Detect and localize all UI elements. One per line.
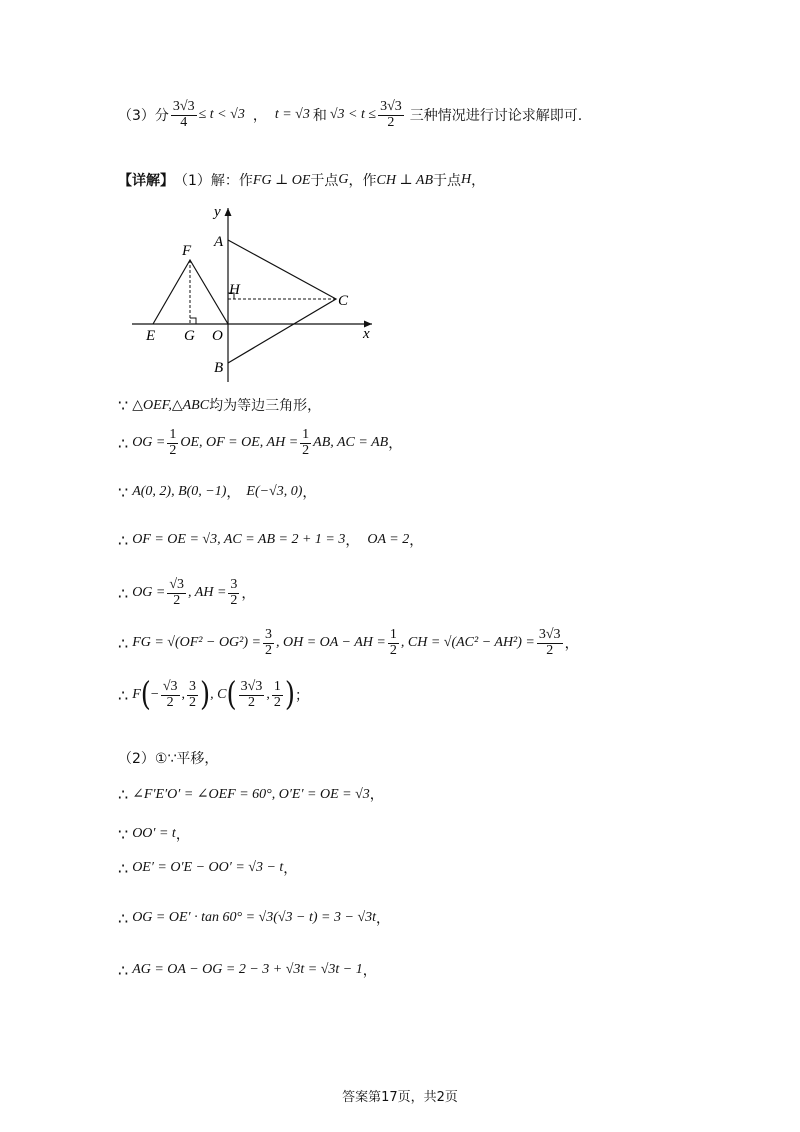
therefore-symbol: ∴ bbox=[118, 433, 129, 453]
solution-line-1 bbox=[118, 395, 321, 415]
expr: OA = 2 bbox=[367, 532, 410, 547]
fg-perp-oe: FG ⊥ OE bbox=[252, 172, 311, 188]
expr: , OH = OA − AH = bbox=[275, 635, 386, 651]
therefore-symbol: ∴ bbox=[118, 960, 129, 980]
therefore-symbol: ∴ bbox=[118, 908, 129, 928]
comma: , bbox=[181, 687, 185, 703]
frac-den: 2 bbox=[264, 642, 272, 658]
end-comma: ， bbox=[471, 173, 486, 189]
punct: ， bbox=[409, 533, 424, 549]
therefore-symbol: ∴ bbox=[118, 530, 129, 550]
detail-line bbox=[118, 170, 485, 190]
paren-close: ) bbox=[200, 676, 211, 714]
frac-den: 2 bbox=[387, 114, 395, 130]
expr: OO′ = t bbox=[132, 826, 176, 841]
paren-open: ( bbox=[226, 676, 237, 714]
comma: , bbox=[266, 687, 270, 703]
fraction-half bbox=[167, 428, 178, 458]
expr: AG = OA − OG = 2 − 3 + √3t = √3t − 1 bbox=[132, 962, 363, 977]
expr: E(−√3, 0) bbox=[246, 484, 303, 499]
label-x: x bbox=[363, 326, 370, 342]
punct: ， bbox=[388, 436, 403, 453]
because-symbol: ∵ bbox=[118, 824, 129, 844]
frac-den: 2 bbox=[546, 642, 554, 658]
solution-line-9 bbox=[118, 784, 384, 804]
expr: OG = bbox=[132, 585, 166, 601]
part3-tail: 三种情况进行讨论求解即可. bbox=[409, 108, 583, 125]
solution-line-11 bbox=[118, 858, 297, 878]
fraction-r3-over-2 bbox=[167, 578, 186, 608]
frac-den: 2 bbox=[273, 694, 281, 710]
fraction-3r3-over-4 bbox=[171, 100, 197, 130]
fraction-3-over-2 bbox=[263, 628, 274, 658]
solution-line-8 bbox=[118, 748, 218, 768]
frac-num: 1 bbox=[389, 627, 397, 642]
at-point: 于点 bbox=[310, 173, 339, 189]
paren-open: ( bbox=[140, 676, 151, 714]
comma-zuo: ，作 bbox=[348, 173, 377, 189]
frac-num: 3 bbox=[189, 679, 196, 694]
label-o: O bbox=[212, 328, 223, 344]
punct: ， bbox=[345, 533, 360, 549]
fraction-half bbox=[300, 428, 311, 458]
range-2: t = √3 bbox=[274, 107, 310, 123]
punct: ； bbox=[295, 688, 309, 705]
punct: ， bbox=[564, 636, 579, 653]
sep: ， bbox=[252, 108, 267, 125]
punct: ， bbox=[369, 787, 384, 803]
frac-num: 1 bbox=[169, 427, 177, 442]
punct: ， bbox=[362, 963, 377, 979]
part3-line bbox=[118, 100, 582, 130]
fraction-half bbox=[388, 628, 399, 658]
frac-den: 4 bbox=[180, 114, 188, 130]
frac-num: √3 bbox=[162, 679, 178, 694]
label-y: y bbox=[214, 204, 221, 220]
therefore-symbol: ∴ bbox=[118, 858, 129, 878]
y-axis-arrow bbox=[225, 208, 232, 216]
expr: OF = OE = √3, AC = AB = 2 + 1 = 3 bbox=[132, 532, 346, 547]
expr: FG = √(OF² − OG²) = bbox=[132, 635, 261, 651]
solution-line-4 bbox=[118, 530, 423, 550]
part2-intro: （2）①∵平移， bbox=[118, 751, 219, 767]
therefore-symbol: ∴ bbox=[118, 633, 129, 653]
fraction-3r3-over-2 bbox=[239, 680, 265, 710]
frac-num: √3 bbox=[169, 577, 185, 592]
fraction-r3-over-2 bbox=[161, 680, 180, 710]
punct: ， bbox=[283, 861, 298, 877]
frac-den: 2 bbox=[389, 642, 397, 658]
punct: ， bbox=[226, 485, 241, 501]
because-symbol: ∵ bbox=[118, 395, 129, 415]
therefore-symbol: ∴ bbox=[118, 784, 129, 804]
frac-num: 3√3 bbox=[240, 679, 263, 694]
expr: OE′ = O′E − OO′ = √3 − t bbox=[132, 860, 284, 875]
frac-den: 2 bbox=[248, 694, 255, 710]
label-g: G bbox=[184, 328, 195, 344]
expr: OG = bbox=[132, 435, 166, 451]
therefore-symbol: ∴ bbox=[118, 583, 129, 603]
equilateral-text: 均为等边三角形， bbox=[209, 398, 322, 414]
label-e: E bbox=[146, 328, 156, 344]
detail-tag: 【详解】 bbox=[118, 173, 174, 189]
frac-den: 2 bbox=[166, 694, 174, 710]
part3-prefix: （3）分 bbox=[118, 108, 169, 125]
expr: ∠F′E′O′ = ∠OEF = 60°, O′E′ = OE = √3 bbox=[132, 786, 370, 802]
point-h: H bbox=[461, 172, 472, 187]
frac-den: 2 bbox=[189, 694, 196, 710]
fraction-3-over-2 bbox=[228, 578, 239, 608]
because-symbol: ∵ bbox=[118, 482, 129, 502]
frac-num: 3√3 bbox=[380, 99, 402, 114]
point-c-label: , C bbox=[210, 687, 227, 703]
detail-intro: （1）解：作 bbox=[174, 173, 253, 189]
label-b: B bbox=[214, 360, 224, 376]
solution-line-7 bbox=[118, 676, 309, 714]
range-3-head: √3 < t ≤ bbox=[329, 107, 377, 123]
frac-den: 2 bbox=[230, 592, 238, 608]
minus-sign: − bbox=[150, 687, 159, 703]
fraction-3-over-2 bbox=[187, 680, 198, 710]
expr: , CH = √(AC² − AH²) = bbox=[400, 635, 535, 651]
frac-num: 3√3 bbox=[172, 99, 195, 114]
right-angle-g bbox=[190, 318, 196, 324]
expr: A(0, 2), B(0, −1) bbox=[132, 484, 227, 499]
frac-num: 1 bbox=[273, 679, 281, 694]
geometry-figure bbox=[126, 198, 386, 388]
frac-num: 3 bbox=[230, 577, 238, 592]
punct: ， bbox=[241, 586, 256, 603]
punct: ， bbox=[175, 827, 190, 843]
expr: , AH = bbox=[188, 585, 227, 601]
fraction-3r3-over-2 bbox=[378, 100, 404, 130]
fraction-3r3-over-2 bbox=[537, 628, 563, 658]
triangle-abc bbox=[228, 240, 336, 363]
range-1-tail: ≤ t < √3 bbox=[198, 107, 245, 123]
solution-line-12 bbox=[118, 908, 390, 928]
frac-den: 2 bbox=[302, 442, 310, 458]
triangles: △OEF,△ABC bbox=[132, 397, 210, 413]
therefore-symbol: ∴ bbox=[118, 685, 129, 705]
solution-line-5 bbox=[118, 578, 255, 608]
frac-den: 2 bbox=[173, 592, 181, 608]
at-point: 于点 bbox=[433, 173, 462, 189]
page-footer: 答案第17页，共2页 bbox=[342, 1090, 458, 1105]
label-h: H bbox=[229, 282, 240, 298]
paren-close: ) bbox=[284, 676, 295, 714]
solution-line-10 bbox=[118, 824, 190, 844]
label-a: A bbox=[214, 234, 224, 250]
fraction-half bbox=[272, 680, 283, 710]
punct: ， bbox=[376, 911, 391, 927]
label-c: C bbox=[338, 293, 349, 309]
label-f: F bbox=[182, 243, 192, 259]
frac-num: 3√3 bbox=[538, 627, 561, 642]
solution-line-6 bbox=[118, 628, 579, 658]
frac-num: 1 bbox=[302, 427, 310, 442]
frac-num: 3 bbox=[264, 627, 272, 642]
solution-line-13 bbox=[118, 960, 377, 980]
point-f-label: F bbox=[132, 687, 141, 703]
solution-line-3 bbox=[118, 482, 316, 502]
expr: OE, OF = OE, AH = bbox=[180, 435, 299, 451]
point-g: G bbox=[338, 172, 349, 187]
ch-perp-ab: CH ⊥ AB bbox=[376, 172, 434, 188]
punct: ， bbox=[302, 485, 317, 501]
and-word: 和 bbox=[312, 108, 327, 125]
solution-line-2 bbox=[118, 428, 402, 458]
frac-den: 2 bbox=[169, 442, 177, 458]
expr: OG = OE′ · tan 60° = √3(√3 − t) = 3 − √3t bbox=[132, 910, 377, 925]
expr: AB, AC = AB bbox=[313, 435, 389, 451]
